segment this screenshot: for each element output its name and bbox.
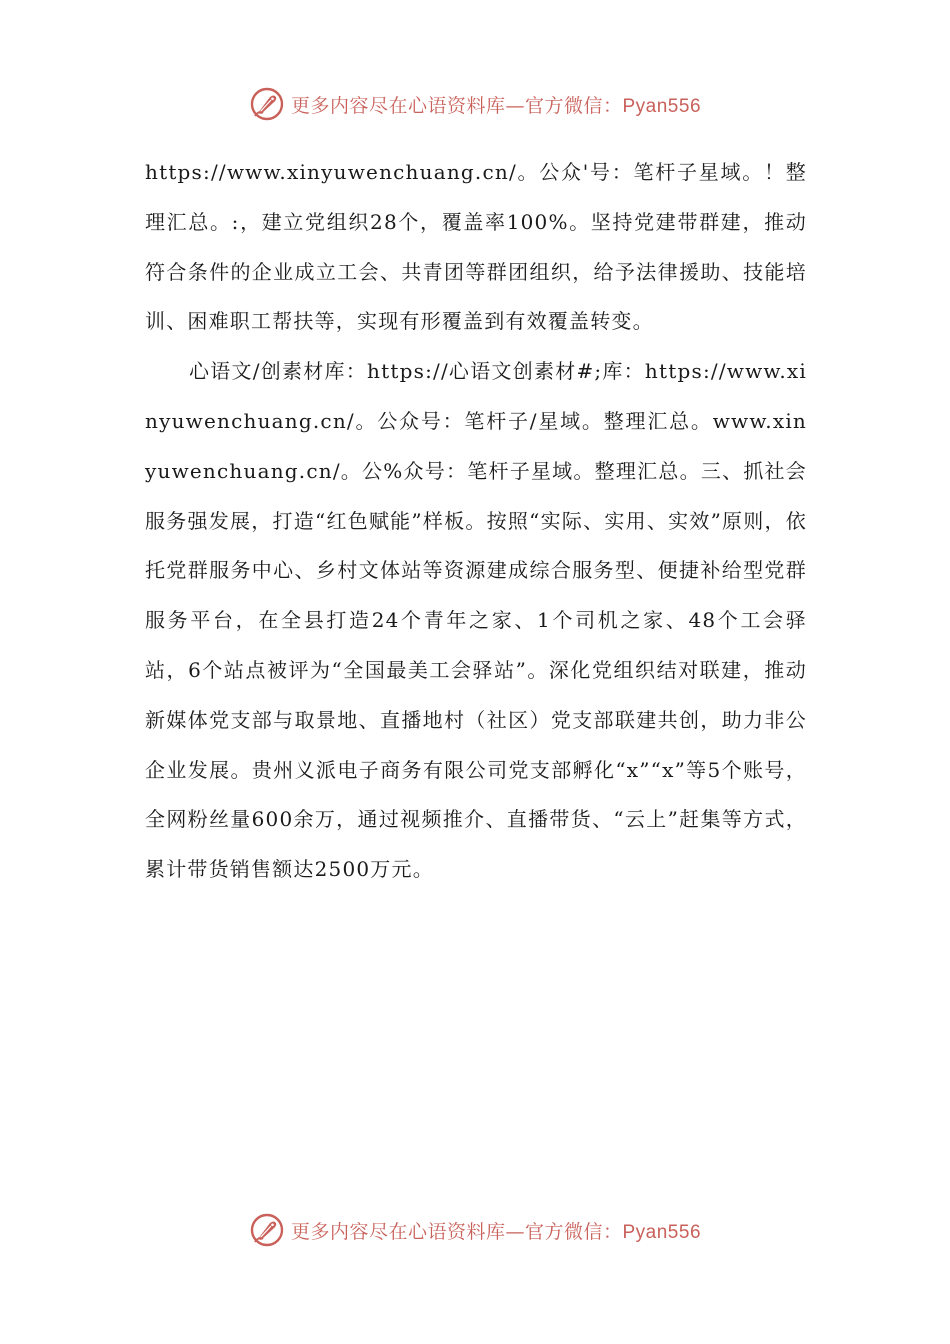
pen-nib-circle-icon xyxy=(249,1212,285,1248)
banner-wechat-id: Pyan556 xyxy=(622,95,702,117)
banner-slogan: 更多内容尽在心语资料库 xyxy=(290,1220,506,1243)
header-banner-text xyxy=(291,91,701,118)
banner-wechat-id: Pyan556 xyxy=(622,1221,702,1243)
pen-nib-circle-icon xyxy=(249,86,285,122)
footer-banner xyxy=(0,1208,950,1252)
footer-banner-text xyxy=(291,1217,701,1244)
banner-wechat-label: 官方微信： xyxy=(524,94,623,117)
banner-dash: — xyxy=(505,94,525,117)
header-banner xyxy=(0,82,950,126)
header-banner-content xyxy=(249,86,701,122)
banner-dash: — xyxy=(505,1220,525,1243)
banner-slogan: 更多内容尽在心语资料库 xyxy=(290,94,506,117)
paragraph-2: 心语文/创素材库：https://心语文创素材#;库：https://www.xinyuwenchuang.cn/。公众号：笔杆子/星域。整理汇总。www.xinyuwenchuang.cn/。公%众号：笔杆子星域。整理汇总。三、抓社会服务强发展，打造“红色赋能”样板。按照“实际、实用、实效”原则，依托党群服务中心、乡村文体站等资源建成综合服务型、便捷补给型党群服务平台，在全县打造24个青年之家、1个司机之家、48个工会驿站，6个站点被评为“全国最美工会驿站”。深化党组织结对联建，推动新媒体党支部与取景地、直播地村（社区）党支部联建共创，助力非公企业发展。贵州义派电子商务有限公司党支部孵化“x”“x”等5个账号，全网粉丝量600余万，通过视频推介、直播带货、“云上”赶集等方式，累计带货销售额达2500万元。 xyxy=(145,359,807,882)
banner-wechat-label: 官方微信： xyxy=(524,1220,623,1243)
paragraph-1: https://www.xinyuwenchuang.cn/。公众'号：笔杆子星域。！整理汇总。:，建立党组织28个，覆盖率100%。坚持党建带群建，推动符合条件的企业成立工会、共青团等群团组织，给予法律援助、技能培训、困难职工帮扶等，实现有形覆盖到有效覆盖转变。 xyxy=(145,160,807,334)
footer-banner-content xyxy=(249,1212,701,1248)
document-body xyxy=(145,148,807,895)
